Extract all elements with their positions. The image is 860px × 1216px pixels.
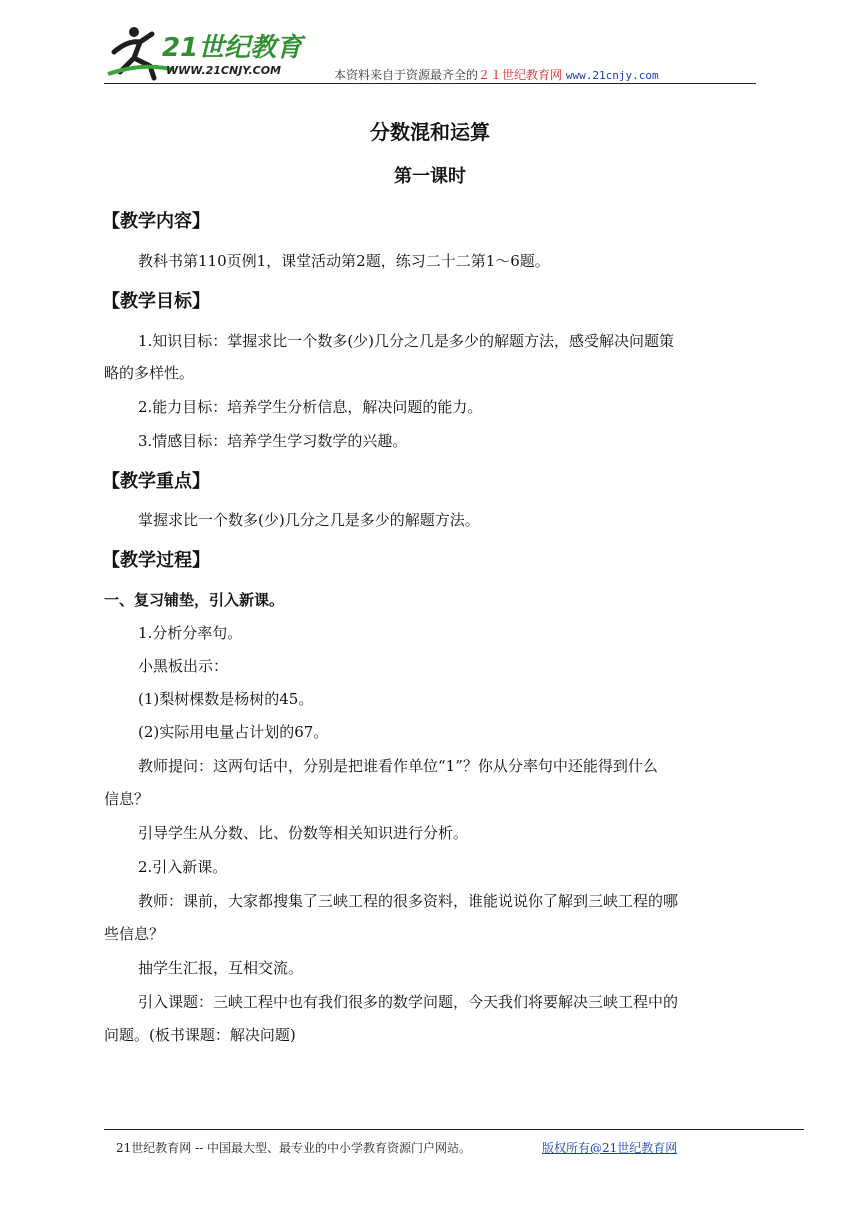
process-line: (2)实际用电量占计划的67。 [138, 723, 329, 741]
step-1-heading: 一、复习铺垫，引入新课。 [104, 591, 285, 609]
header-brand-link[interactable]: ２１世纪教育网 [478, 68, 563, 82]
process-line: 小黑板出示： [138, 657, 229, 675]
section-heading-content: 【教学内容】 [102, 211, 210, 232]
process-line: 引导学生从分数、比、份数等相关知识进行分析。 [138, 824, 469, 842]
document-title: 分数混和运算 [370, 120, 490, 144]
section-heading-key: 【教学重点】 [102, 471, 210, 492]
logo-swoosh [108, 67, 174, 74]
process-line: 信息？ [104, 790, 150, 808]
process-line: 教师：课前，大家都搜集了三峡工程的很多资料，谁能说说你了解到三峡工程的哪 [138, 892, 679, 910]
process-line: 问题。(板书课题：解决问题) [104, 1026, 296, 1044]
header-note [334, 66, 659, 83]
process-line: (1)梨树棵数是杨树的45。 [138, 690, 314, 708]
logo-url-text: WWW.21CNJY.COM [166, 64, 281, 77]
section-heading-goals: 【教学目标】 [102, 291, 210, 312]
key-text: 掌握求比一个数多(少)几分之几是多少的解题方法。 [138, 511, 480, 529]
process-line: 抽学生汇报，互相交流。 [138, 959, 304, 977]
goal-1-line-2: 略的多样性。 [104, 364, 195, 382]
document-subtitle: 第一课时 [394, 166, 466, 187]
footer-divider [104, 1129, 804, 1130]
section-heading-process: 【教学过程】 [102, 550, 210, 571]
site-logo [104, 22, 314, 84]
process-line: 引入课题：三峡工程中也有我们很多的数学问题，今天我们将要解决三峡工程中的 [138, 993, 679, 1011]
logo-runner-head [129, 27, 139, 37]
goal-2: 2.能力目标：培养学生分析信息，解决问题的能力。 [138, 398, 483, 416]
header-url-link[interactable]: www.21cnjy.com [565, 69, 659, 82]
process-line: 2.引入新课。 [138, 858, 228, 876]
header-note-prefix: 本资料来自于资源最齐全的 [334, 68, 479, 82]
process-line: 些信息？ [104, 925, 165, 943]
footer-text: 21世纪教育网 -- 中国最大型、最专业的中小学教育资源门户网站。 [116, 1141, 472, 1155]
page-header [0, 0, 860, 90]
header-divider [104, 83, 756, 84]
footer-copyright-link[interactable]: 版权所有@21世纪教育网 [542, 1141, 678, 1155]
goal-1-line-1: 1.知识目标：掌握求比一个数多(少)几分之几是多少的解题方法，感受解决问题策 [138, 332, 675, 350]
logo-text: 21世纪教育 [162, 33, 303, 63]
process-line: 教师提问：这两句话中，分别是把谁看作单位“1”？你从分率句中还能得到什么 [138, 757, 658, 775]
goal-3: 3.情感目标：培养学生学习数学的兴趣。 [138, 432, 408, 450]
process-line: 1.分析分率句。 [138, 624, 243, 642]
content-text: 教科书第110页例1，课堂活动第2题，练习二十二第1～6题。 [138, 252, 550, 270]
